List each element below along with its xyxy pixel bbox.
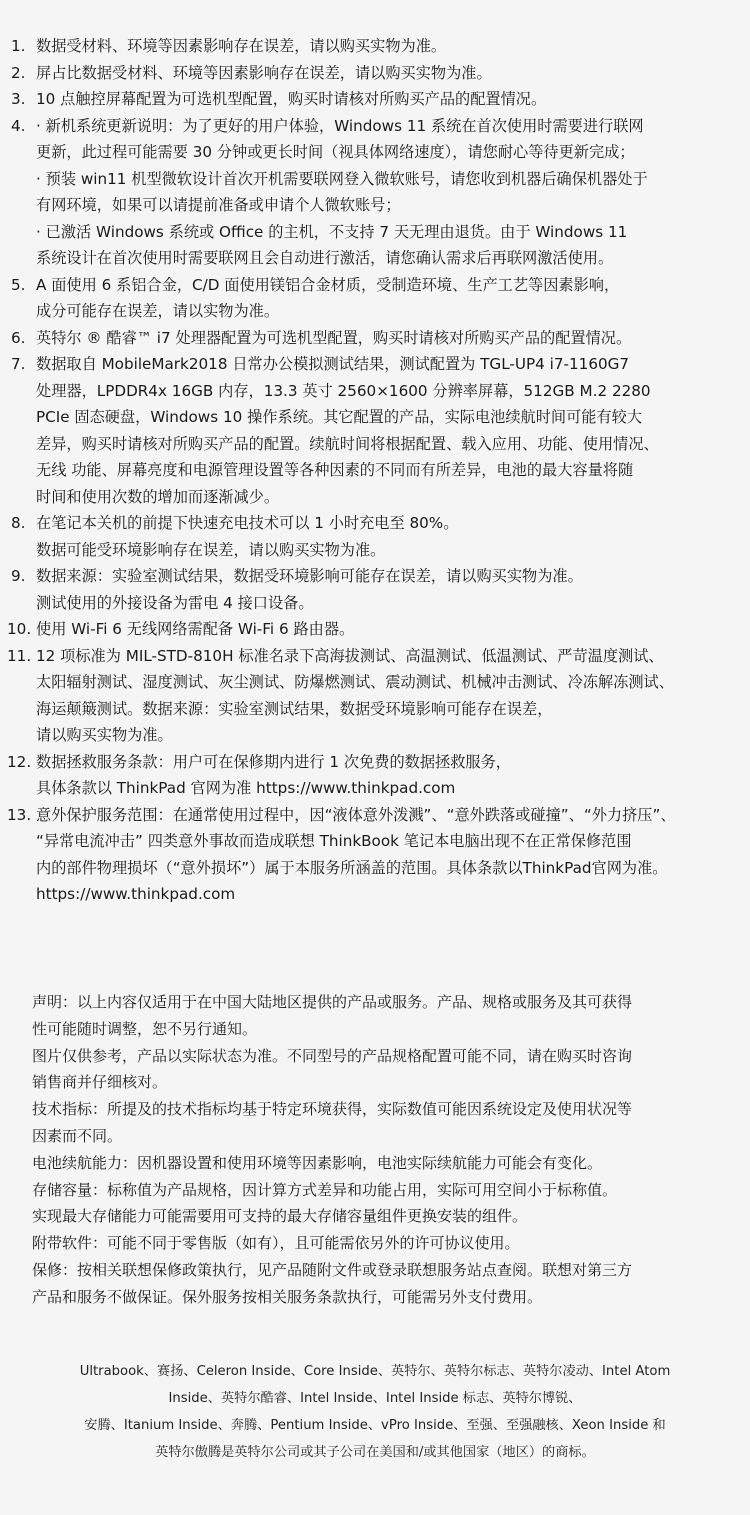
footnote-item — [0, 616, 750, 643]
footnote-text-line: 系统设计在首次使用时需要联网且会自动进行激活，请您确认需求后再联网激活使用。 — [36, 249, 614, 267]
footnote-text-line: 处理器，LPDDR4x 16GB 内存，13.3 英寸 2560×1600 分辨率屏幕，512GB M.2 2280 — [36, 381, 651, 400]
footnote-number: 13. — [7, 805, 32, 824]
declaration-line: 存储容量：标称值为产品规格，因计算方式差异和功能占用，实际可用空间小于标称值。 — [32, 1180, 618, 1199]
footnote-text-line: 数据可能受环境影响存在误差，请以购买实物为准。 — [36, 540, 386, 559]
footnote-text-line: 意外保护服务范围：在通常使用过程中，因“液体意外泼溅”、“意外跌落或碰撞”、“外力挤压”、 — [36, 805, 676, 824]
footnote-text-line: 数据来源：实验室测试结果，数据受环境影响可能存在误差，请以购买实物为准。 — [36, 567, 583, 585]
declaration-line: 销售商并仔细核对。 — [32, 1073, 168, 1092]
footnote-item — [0, 351, 750, 510]
footnote-text-line: A 面使用 6 系铝合金，C/D 面使用镁铝合金材质，受制造环境、生产工艺等因素影响， — [36, 275, 620, 294]
declaration-line: 声明：以上内容仅适用于在中国大陆地区提供的产品或服务。产品、规格或服务及其可获得 — [32, 993, 633, 1011]
footnote-item — [0, 86, 750, 113]
footnote-text-line: 在笔记本关机的前提下快速充电技术可以 1 小时充电至 80%。 — [36, 514, 459, 532]
footnote-number: 2. — [11, 63, 26, 82]
footnote-text-line: 屏占比数据受材料、环境等因素影响存在误差，请以购买实物为准。 — [36, 63, 492, 82]
trademark-notice — [20, 1358, 730, 1466]
footnote-list — [0, 33, 750, 908]
footnote-number: 8. — [11, 514, 26, 532]
footnote-text-line: 差异，购买时请核对所购买产品的配置。续航时间将根据配置、载入应用、功能、使用情况、 — [36, 434, 659, 453]
footnote-text-line: 请以购买实物为准。 — [36, 726, 173, 744]
footnote-text-line: 更新，此过程可能需要 30 分钟或更长时间（视具体网络速度），请您耐心等待更新完成； — [36, 143, 635, 161]
footnote-item — [0, 33, 750, 60]
declaration-line: 图片仅供参考，产品以实际状态为准。不同型号的产品规格配置可能不同，请在购买时咨询 — [32, 1046, 633, 1065]
footnote-text-line: · 已激活 Windows 系统或 Office 的主机，不支持 7 天无理由退货。由于 Windows 11 — [36, 222, 628, 241]
declaration-line: 产品和服务不做保证。保外服务按相关服务条款执行，可能需另外支付费用。 — [32, 1287, 543, 1306]
footnote-text-line: 12 项标准为 MIL-STD-810H 标准名录下高海拔测试、高温测试、低温测试、严苛温度测试、 — [36, 646, 664, 665]
footnote-text-line: PCIe 固态硬盘，Windows 10 操作系统。其它配置的产品，实际电池续航时间可能有较大 — [36, 408, 643, 426]
footnote-text-line: · 预装 win11 机型微软设计首次开机需要联网登入微软账号，请您收到机器后确保机器处于 — [36, 169, 648, 188]
footnote-number: 6. — [11, 328, 26, 347]
footnote-number: 1. — [11, 37, 26, 55]
footnote-text-line: 时间和使用次数的增加而逐渐减少。 — [36, 487, 279, 506]
footnote-text-line: 使用 Wi-Fi 6 无线网络需配备 Wi-Fi 6 路由器。 — [36, 620, 355, 638]
footnote-number: 3. — [11, 90, 26, 108]
footnote-text-line: 10 点触控屏幕配置为可选机型配置，购买时请核对所购买产品的配置情况。 — [36, 90, 547, 108]
footnote-number: 4. — [11, 116, 26, 135]
footnote-item — [0, 510, 750, 563]
footnote-number: 11. — [7, 646, 32, 665]
footnote-item — [0, 749, 750, 802]
trademark-line: Ultrabook、赛扬、Celeron Inside、Core Inside、英特尔、英特尔标志、英特尔凌动、Intel Atom — [79, 1364, 671, 1379]
footnote-item — [0, 113, 750, 272]
footnote-number: 10. — [7, 620, 32, 638]
declaration-line: 电池续航能力：因机器设置和使用环境等因素影响，电池实际续航能力可能会有变化。 — [32, 1153, 603, 1172]
trademark-line: 英特尔傲腾是英特尔公司或其子公司在美国和/或其他国家（地区）的商标。 — [155, 1445, 595, 1460]
footnote-text-line: 英特尔 ® 酷睿™ i7 处理器配置为可选机型配置，购买时请核对所购买产品的配置情况。 — [36, 328, 632, 347]
footnote-text-line: 有网环境，如果可以请提前准备或申请个人微软账号； — [36, 196, 401, 214]
footnote-text-line: 太阳辐射测试、湿度测试、灰尘测试、防爆燃测试、震动测试、机械冲击测试、冷冻解冻测试、 — [36, 673, 674, 691]
declaration-line: 保修：按相关联想保修政策执行，见产品随附文件或登录联想服务站点查阅。联想对第三方 — [32, 1260, 633, 1279]
declaration-line: 因素而不同。 — [32, 1126, 123, 1145]
footnote-text-line: “异常电流冲击” 四类意外事故而造成联想 ThinkBook 笔记本电脑出现不在正常保修范围 — [36, 832, 632, 850]
footnote-text-line: 成分可能存在误差，请以实物为准。 — [36, 302, 279, 320]
footnote-item — [0, 60, 750, 87]
declaration-line: 附带软件：可能不同于零售版（如有），且可能需依另外的许可协议使用。 — [32, 1234, 520, 1253]
footnote-number: 7. — [11, 355, 26, 373]
footnote-text-line: · 新机系统更新说明：为了更好的用户体验，Windows 11 系统在首次使用时需要进行联网 — [36, 116, 644, 135]
trademark-line: 安腾、Itanium Inside、奔腾、Pentium Inside、vPro Inside、至强、至强融核、Xeon Inside 和 — [84, 1418, 666, 1433]
legal-declaration — [32, 989, 732, 1311]
footnote-text-line: 测试使用的外接设备为雷电 4 接口设备。 — [36, 593, 314, 612]
footnote-text-line: 海运颠簸测试。数据来源：实验室测试结果，数据受环境影响可能存在误差， — [36, 699, 553, 718]
footnote-text-line: 内的部件物理损坏（“意外损坏”）属于本服务所涵盖的范围。具体条款以ThinkPad官网为准。 — [36, 858, 668, 877]
footnote-item — [0, 325, 750, 352]
footnote-number: 9. — [11, 567, 26, 585]
declaration-line: 技术指标：所提及的技术指标均基于特定环境获得，实际数值可能因系统设定及使用状况等 — [32, 1100, 633, 1119]
trademark-line: Inside、英特尔酷睿、Intel Inside、Intel Inside 标志、英特尔博锐、 — [168, 1391, 582, 1406]
footnote-item — [0, 802, 750, 908]
footnote-text-line: 具体条款以 ThinkPad 官网为准 https://www.thinkpad.com — [36, 779, 456, 797]
declaration-line: 性可能随时调整，恕不另行通知。 — [32, 1019, 258, 1038]
footnote-item — [0, 563, 750, 616]
declaration-line: 实现最大存储能力可能需要用可支持的最大存储容量组件更换安装的组件。 — [32, 1207, 528, 1226]
footnote-text-line: 无线 功能、屏幕亮度和电源管理设置等各种因素的不同而有所差异，电池的最大容量将随 — [36, 461, 634, 479]
footnote-text-line: 数据拯救服务条款：用户可在保修期内进行 1 次免费的数据拯救服务， — [36, 752, 511, 771]
footnote-number: 5. — [11, 275, 26, 294]
footnote-text-line: 数据受材料、环境等因素影响存在误差，请以购买实物为准。 — [36, 37, 447, 55]
footnote-text-line: https://www.thinkpad.com — [36, 885, 236, 903]
footnote-number: 12. — [7, 752, 32, 771]
footnote-item — [0, 272, 750, 325]
footnote-text-line: 数据取自 MobileMark2018 日常办公模拟测试结果，测试配置为 TGL-UP4 i7-1160G7 — [36, 355, 630, 373]
footnote-item — [0, 643, 750, 749]
